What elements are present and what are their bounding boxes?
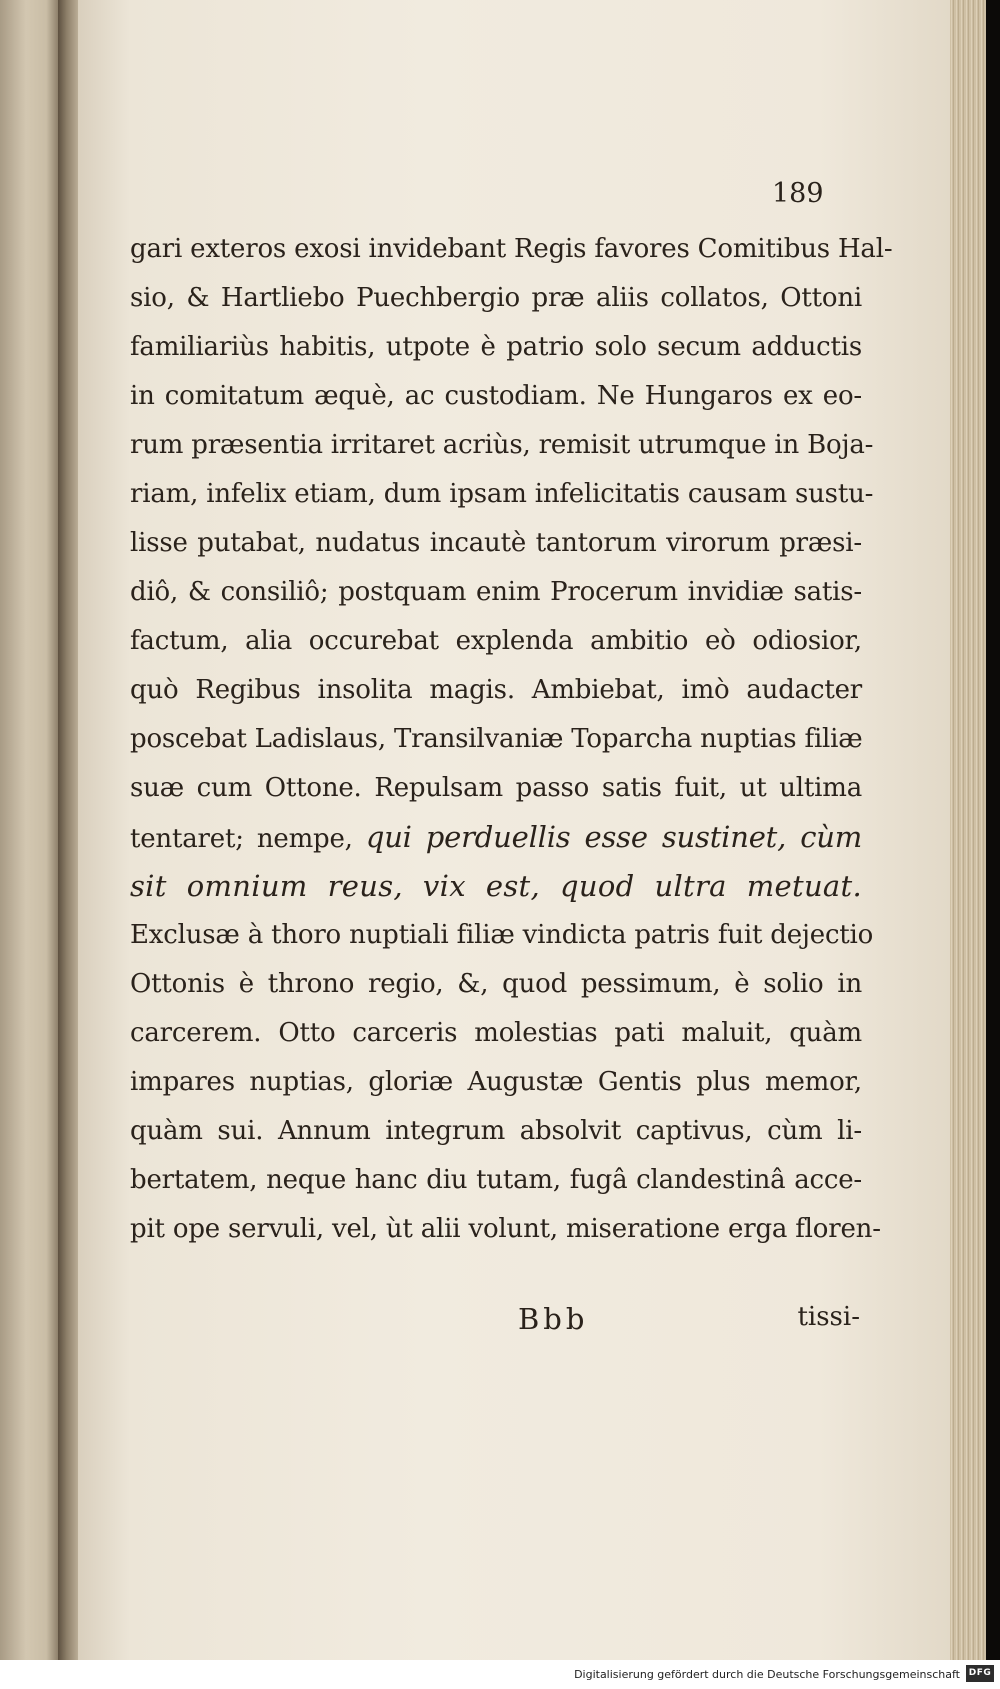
book-page — [78, 0, 950, 1660]
book-gutter — [58, 0, 80, 1660]
text-line: Exclusæ à thoro nuptiali filiæ vindicta patris fuit dejectio — [130, 920, 874, 950]
text-line: quàm sui. Annum integrum absolvit captivus, cùm li- — [130, 1116, 862, 1146]
text-line: tentaret; nempe, qui perduellis esse sustinet, cùm — [130, 820, 863, 854]
page-number: 189 — [772, 178, 824, 209]
text-line: gari exteros exosi invidebant Regis favores Comitibus Hal- — [130, 234, 893, 264]
text-line: Ottonis è throno regio, &, quod pessimum, è solio in — [130, 969, 862, 999]
text-line: pit ope servuli, vel, ùt alii volunt, miseratione erga floren- — [130, 1214, 881, 1244]
catchword: tissi- — [797, 1302, 860, 1332]
dfg-logo: DFG — [966, 1665, 994, 1682]
text-line: impares nuptias, gloriæ Augustæ Gentis plus memor, — [130, 1067, 862, 1097]
text-line: rum præsentia irritaret acriùs, remisit utrumque in Boja- — [130, 430, 874, 460]
backdrop — [985, 0, 1000, 1689]
facing-page-edge — [0, 0, 58, 1660]
page-footer-row — [130, 1302, 860, 1342]
text-line: carcerem. Otto carceris molestias pati maluit, quàm — [130, 1018, 862, 1048]
text-line: poscebat Ladislaus, Transilvaniæ Toparcha nuptias filiæ — [130, 724, 863, 754]
text-line: riam, infelix etiam, dum ipsam infelicitatis causam sustu- — [130, 479, 874, 509]
page-edges — [950, 0, 986, 1660]
digitization-credit: Digitalisierung gefördert durch die Deutsche Forschungsgemeinschaft — [574, 1668, 960, 1681]
text-line: familiariùs habitis, utpote è patrio solo secum adductis — [130, 332, 862, 362]
signature-mark: Bbb — [518, 1302, 589, 1336]
text-line: lisse putabat, nudatus incautè tantorum virorum præsi- — [130, 528, 862, 558]
text-line: sio, & Hartliebo Puechbergio præ aliis collatos, Ottoni — [130, 283, 862, 313]
text-line: sit omnium reus, vix est, quod ultra metuat. — [130, 869, 862, 903]
text-line: in comitatum æquè, ac custodiam. Ne Hungaros ex eo- — [130, 381, 862, 411]
text-line: bertatem, neque hanc diu tutam, fugâ clandestinâ acce- — [130, 1165, 862, 1195]
text-line: quò Regibus insolita magis. Ambiebat, imò audacter — [130, 675, 862, 705]
text-line: suæ cum Ottone. Repulsam passo satis fuit, ut ultima — [130, 773, 862, 803]
text-line: factum, alia occurebat explenda ambitio eò odiosior, — [130, 626, 862, 656]
text-line: diô, & consiliô; postquam enim Procerum invidiæ satis- — [130, 577, 862, 607]
body-text — [130, 225, 893, 1254]
